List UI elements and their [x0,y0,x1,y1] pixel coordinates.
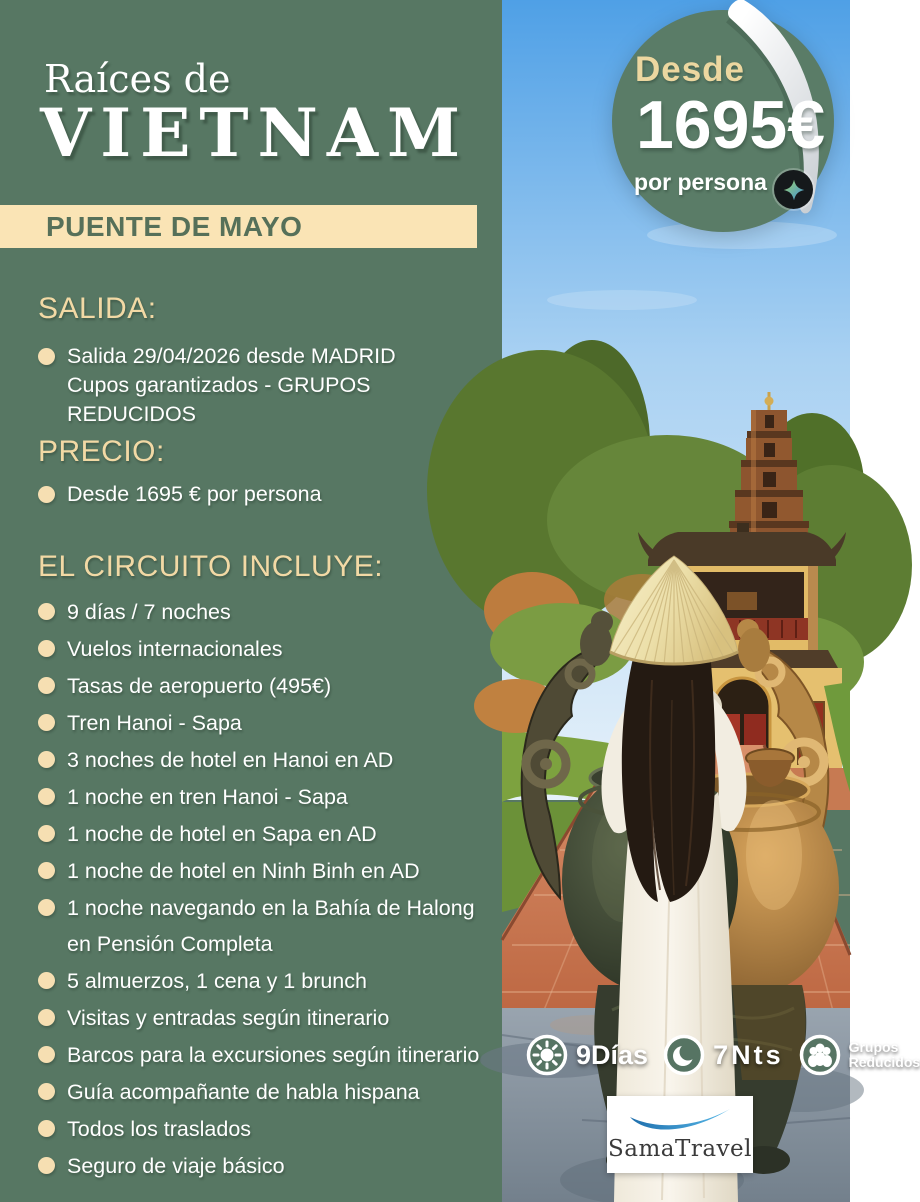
list-item: Barcos para la excursiones según itinerario [38,1037,502,1073]
precio-item [38,481,458,508]
salida-item [38,342,500,429]
sun-icon [526,1034,568,1076]
bullet-dot-icon [38,640,55,657]
list-item: 5 almuerzos, 1 cena y 1 brunch [38,963,502,999]
precio-title: PRECIO: [38,435,165,468]
bullet-dot-icon [38,1009,55,1026]
star-watermark-icon [774,170,813,209]
list-item: Tasas de aeropuerto (495€) [38,668,502,704]
list-item: 1 noche en tren Hanoi - Sapa [38,779,502,815]
logo-text: SamaTravel [608,1136,752,1162]
bullet-dot-icon [38,1046,55,1063]
bullet-dot-icon [38,899,55,916]
bullet-dot-icon [38,603,55,620]
trip-stats [526,1034,920,1076]
list-item: Tren Hanoi - Sapa [38,705,502,741]
list-item: 1 noche de hotel en Sapa en AD [38,816,502,852]
list-item: Vuelos internacionales [38,631,502,667]
stat-groups [799,1034,920,1076]
list-item: 1 noche navegando en la Bahía de Halong en Pensión Completa [38,890,502,962]
badge-price: 1695€ [635,87,826,163]
bullet-dot-icon [38,972,55,989]
bullet-dot-icon [38,486,55,503]
salida-line2: Cupos garantizados - GRUPOS REDUCIDOS [67,373,371,426]
list-item: 3 noches de hotel en Hanoi en AD [38,742,502,778]
page-title-line2: VIETNAM [40,94,470,172]
group-icon [799,1034,841,1076]
bullet-dot-icon [38,788,55,805]
list-item: Todos los traslados [38,1111,502,1147]
stat-nights [663,1034,784,1076]
bullet-dot-icon [38,751,55,768]
nights-label: 7Nts [713,1039,784,1070]
bullet-dot-icon [38,714,55,731]
precio-text: Desde 1695 € por persona [67,482,322,506]
list-item: Visitas y entradas según itinerario [38,1000,502,1036]
stat-days [526,1034,648,1076]
badge-prefix: Desde [634,50,746,89]
bullet-dot-icon [38,677,55,694]
banner-puente-de-mayo: PUENTE DE MAYO [0,205,477,248]
circuito-list [38,594,502,1184]
sama-travel-logo [607,1096,753,1173]
bullet-dot-icon [38,348,55,365]
bullet-dot-icon [38,825,55,842]
salida-line1: Salida 29/04/2026 desde MADRID [67,344,396,368]
bullet-dot-icon [38,1120,55,1137]
moon-icon [663,1034,705,1076]
salida-title: SALIDA: [38,292,157,325]
list-item: Seguro de viaje básico [38,1148,502,1184]
page-title-line1: Raíces de [44,57,231,101]
list-item: 9 días / 7 noches [38,594,502,630]
circuito-title: EL CIRCUITO INCLUYE: [38,550,384,583]
badge-suffix: por persona [634,169,767,195]
days-label: 9Días [576,1039,649,1070]
list-item: Guía acompañante de habla hispana [38,1074,502,1110]
bullet-dot-icon [38,1157,55,1174]
bullet-dot-icon [38,862,55,879]
logo-swoosh-icon [624,1107,736,1135]
groups-label: Grupos Reducidos [848,1039,920,1070]
bullet-dot-icon [38,1083,55,1100]
list-item: 1 noche de hotel en Ninh Binh en AD [38,853,502,889]
